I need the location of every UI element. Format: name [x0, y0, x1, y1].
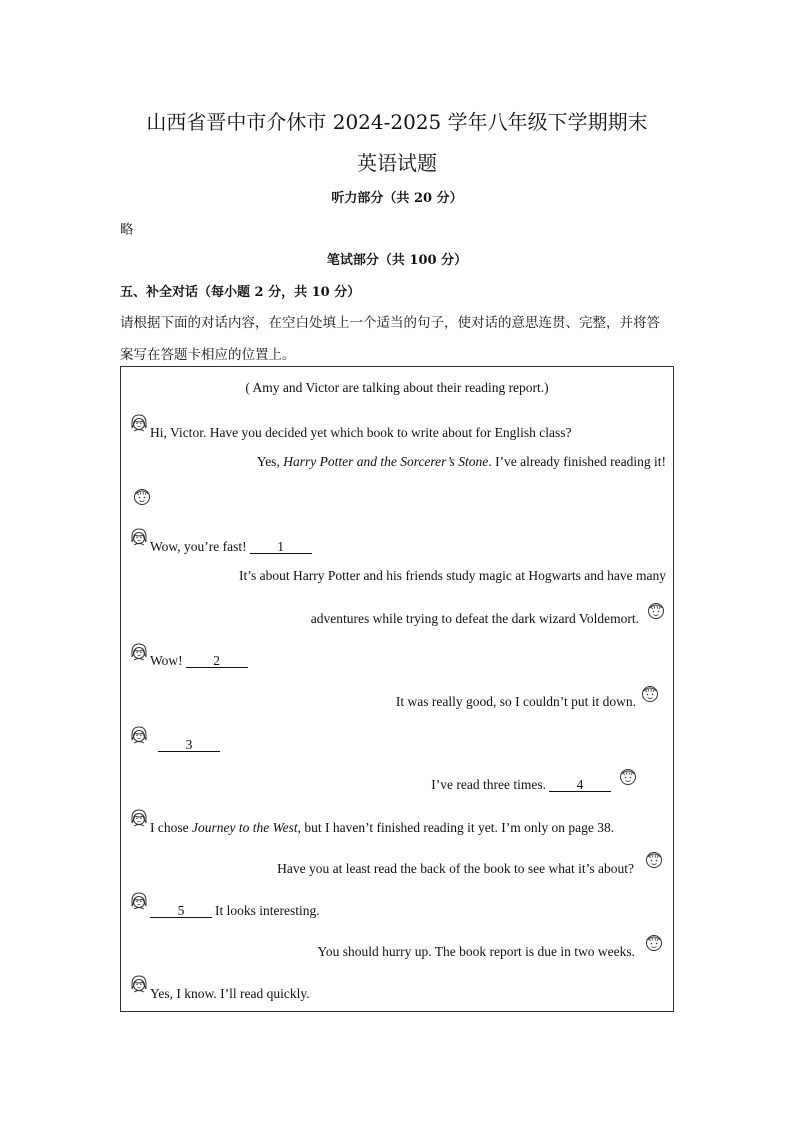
listening-heading: 听力部分（共 20 分） — [331, 191, 463, 206]
girl-face-icon — [128, 412, 150, 434]
instruction-line-2: 案写在答题卡相应的位置上。 — [120, 347, 296, 363]
dialogue-line-12: You should hurry up. The book report is due in two weeks. — [317, 944, 635, 959]
book-title-harry-potter: Harry Potter and the Sorcerer’s Stone — [283, 454, 489, 469]
boy-face-icon — [617, 766, 639, 788]
answer-blank-2[interactable]: 2 — [186, 654, 248, 668]
girl-face-icon — [128, 890, 150, 912]
girl-face-icon — [128, 526, 150, 548]
line-8-text: I’ve read three times. — [431, 777, 546, 792]
section5-heading: 五、补全对话（每小题 2 分，共 10 分） — [120, 285, 361, 300]
dialogue-line-10: Have you at least read the back of the book to see what it’s about? — [277, 861, 634, 876]
book-title-journey-west: Journey to the West — [191, 820, 298, 835]
dialogue-line-7 — [155, 737, 223, 753]
boy-face-icon — [639, 683, 661, 705]
girl-face-icon — [128, 807, 150, 829]
dialogue-line-9 — [150, 820, 614, 836]
line-3-text: Wow, you’re fast! — [150, 539, 247, 554]
dialogue-line-2 — [257, 454, 666, 470]
boy-face-icon — [643, 932, 665, 954]
answer-blank-1[interactable]: 1 — [250, 540, 312, 554]
dialogue-line-1: Hi, Victor. Have you decided yet which book to write about for English class? — [150, 425, 572, 440]
answer-blank-4[interactable]: 4 — [549, 778, 611, 792]
line-11-text: It looks interesting. — [215, 903, 320, 918]
dialogue-line-13: Yes, I know. I’ll read quickly. — [150, 986, 310, 1001]
dialogue-line-11 — [150, 903, 320, 919]
girl-face-icon — [128, 973, 150, 995]
dialogue-line-3 — [150, 539, 315, 555]
page-subtitle: 英语试题 — [357, 151, 437, 175]
omitted-note: 略 — [120, 222, 134, 238]
line-2-prefix: Yes, — [256, 454, 284, 469]
girl-face-icon — [128, 641, 150, 663]
dialogue-line-8 — [431, 777, 614, 793]
instruction-line-1: 请根据下面的对话内容，在空白处填上一个适当的句子，使对话的意思连贯、完整，并将答 — [120, 315, 660, 331]
dialogue-line-5 — [150, 653, 251, 669]
girl-face-icon — [128, 724, 150, 746]
written-heading: 笔试部分（共 100 分） — [326, 253, 468, 268]
line-9-prefix: I chose — [150, 820, 192, 835]
dialogue-line-4b: adventures while trying to defeat the dark wizard Voldemort. — [310, 611, 639, 626]
answer-blank-3[interactable]: 3 — [158, 738, 220, 752]
dialogue-line-4a: It’s about Harry Potter and his friends study magic at Hogwarts and have many — [238, 568, 666, 583]
answer-blank-5[interactable]: 5 — [150, 904, 212, 918]
dialogue-intro: ( Amy and Victor are talking about their reading report.) — [245, 380, 549, 395]
boy-face-icon — [643, 849, 665, 871]
page-title: 山西省晋中市介休市 2024-2025 学年八年级下学期期末 — [146, 110, 648, 134]
boy-face-icon — [645, 600, 667, 622]
boy-face-icon — [131, 486, 153, 508]
line-5-text: Wow! — [150, 653, 183, 668]
dialogue-line-6: It was really good, so I couldn’t put it down. — [395, 694, 636, 709]
line-9-suffix: , but I haven’t finished reading it yet. I’m only on page 38. — [297, 820, 615, 835]
line-2-suffix: . I’ve already finished reading it! — [488, 454, 666, 469]
